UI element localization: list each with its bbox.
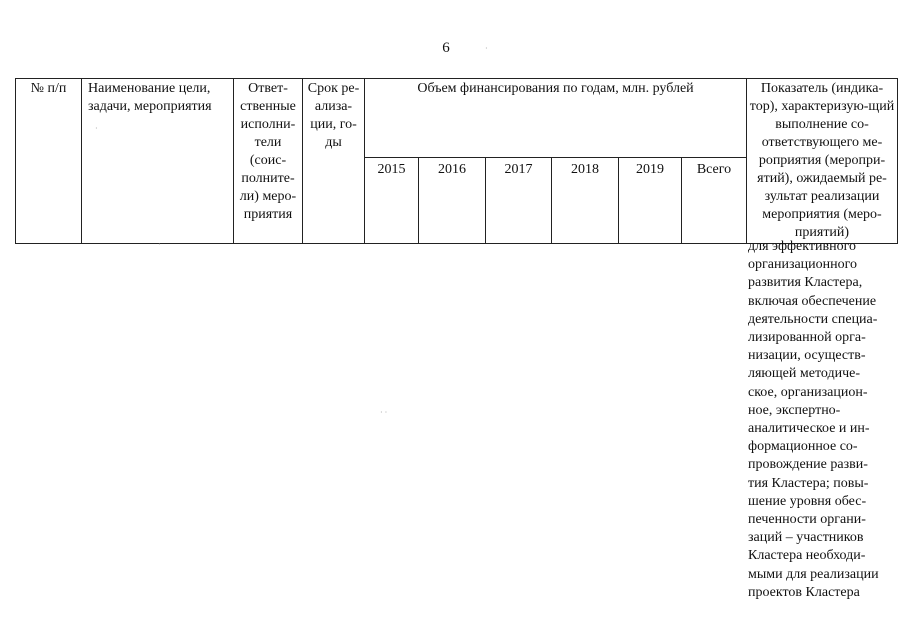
header-indicator: Показатель (индика-тор), характеризую-щий выполнение со-ответствующего ме-роприятия (меропри-ятий), ожидаемый ре-зультат реализации мероприятия (меро-приятий) [747, 79, 898, 244]
header-total: Всего [682, 158, 747, 244]
header-year-2016: 2016 [419, 158, 486, 244]
header-year-2015: 2015 [365, 158, 419, 244]
scan-speck: · [485, 44, 488, 53]
header-year-2019: 2019 [619, 158, 682, 244]
financing-table [15, 78, 898, 244]
header-financing: Объем финансирования по годам, млн. рублей [365, 79, 747, 158]
scan-speck: · [158, 240, 161, 249]
header-number: № п/п [16, 79, 82, 244]
indicator-continuation-text: для эффективного организационного развития Кластера, включая обеспечение деятельности специа- лизированной орга- низации, осуществ- ляющей методиче- ское, организацион- ное, экспертно- аналитическое и ин- формационное со- провождение разви- тия Кластера; повы- шение уровня обес- печенности органи- заций – участников Кластера необходи- мыми для реализации проектов Кластера [748, 239, 879, 600]
header-year-2018: 2018 [552, 158, 619, 244]
scan-speck: · [95, 124, 98, 133]
page-number: 6 [442, 40, 450, 56]
header-executors: Ответ-ственные исполни-тели (соис-полните-ли) меро-приятия [234, 79, 303, 244]
header-term: Срок ре-ализа-ции, го-ды [303, 79, 365, 244]
header-year-2017: 2017 [486, 158, 552, 244]
header-name: Наименование цели, задачи, мероприятия [82, 79, 234, 244]
scan-speck: · · [380, 408, 388, 417]
